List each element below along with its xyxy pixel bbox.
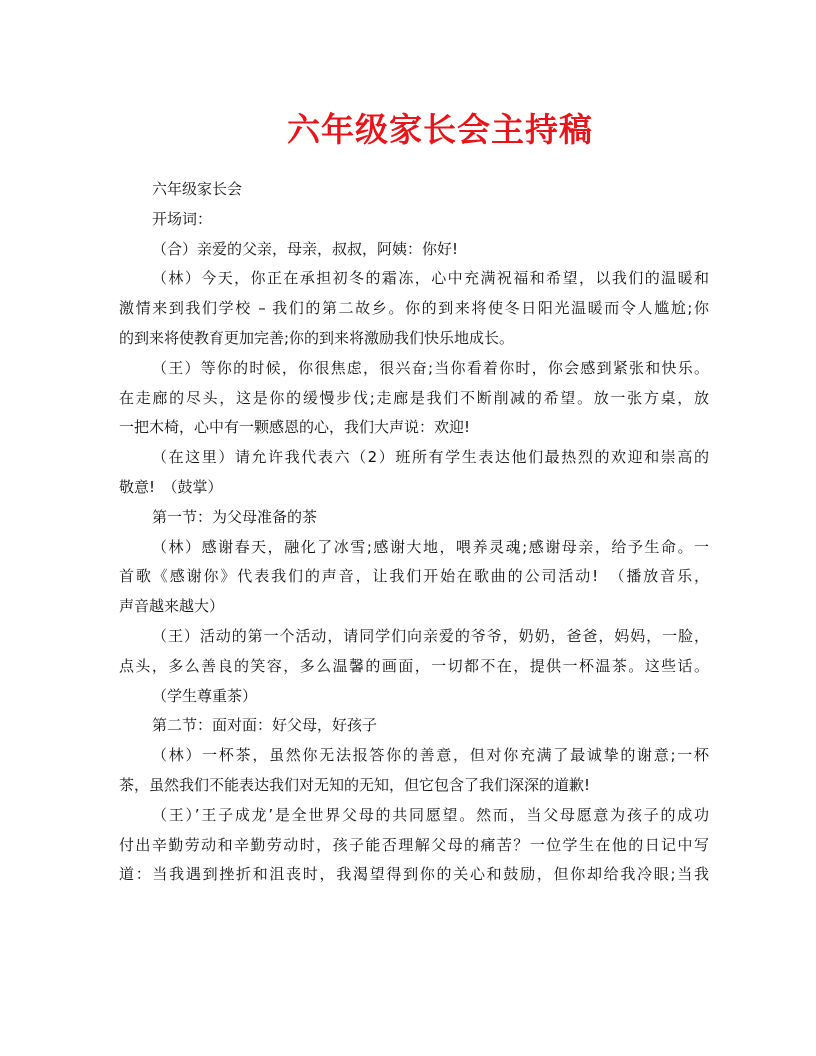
text-line: （在这里）请允许我代表六（2）班所有学生表达他们最热烈的欢迎和崇高的 [152, 448, 709, 467]
text-line-opening-label: 开场词： [152, 209, 213, 228]
text-line: 付出辛勤劳动和辛勤劳动时，孩子能否理解父母的痛苦？一位学生在他的日记中写 [119, 835, 709, 854]
text-line: 首歌《感谢你》代表我们的声音，让我们开始在歌曲的公司活动! （播放音乐， [119, 567, 709, 586]
document-title: 六年级家长会主持稿 [287, 110, 593, 149]
text-line: 声音越来越大） [119, 597, 225, 616]
text-line: 道：当我遇到挫折和沮丧时，我渴望得到你的关心和鼓励，但你却给我冷眼;当我 [119, 865, 709, 884]
text-line: 点头，多么善良的笑容，多么温馨的画面，一切都不在，提供一杯温茶。这些话。 [119, 656, 709, 675]
section-heading-2: 第二节：面对面：好父母，好孩子 [152, 716, 378, 735]
document-body [119, 175, 709, 890]
text-line: 激情来到我们学校 – 我们的第二故乡。你的到来将使冬日阳光温暖而令人尴尬;你 [119, 299, 709, 318]
section-heading-1: 第一节：为父母准备的茶 [152, 507, 318, 526]
text-line: （林）感谢春天，融化了冰雪;感谢大地，喂养灵魂;感谢母亲，给予生命。一 [152, 537, 709, 556]
text-line-section-label: 六年级家长会 [152, 180, 243, 198]
text-line: （王）等你的时候，你很焦虑，很兴奋;当你看着你时，你会感到紧张和快乐。 [152, 358, 709, 377]
text-line: （王）’王子成龙’是全世界父母的共同愿望。然而，当父母愿意为孩子的成功 [152, 805, 709, 824]
text-line: （王）活动的第一个活动，请同学们向亲爱的爷爷，奶奶，爸爸，妈妈，一脸， [152, 626, 709, 645]
text-line: （学生尊重茶） [152, 686, 258, 705]
text-line: 敬意! （鼓掌） [119, 477, 223, 496]
text-line: 在走廊的尽头，这是你的缓慢步伐;走廊是我们不断削减的希望。放一张方桌，放 [119, 388, 709, 407]
text-line: 茶，虽然我们不能表达我们对无知的无知，但它包含了我们深深的道歉! [119, 775, 591, 794]
text-line: （林）一杯茶，虽然你无法报答你的善意，但对你充满了最诚挚的谢意;一杯 [152, 746, 709, 765]
text-line: 一把木椅，心中有一颗感恩的心，我们大声说：欢迎! [119, 418, 471, 437]
text-line: （林）今天，你正在承担初冬的霜冻，心中充满祝福和希望，以我们的温暖和 [152, 269, 709, 288]
text-line: （合）亲爱的父亲，母亲，叔叔，阿姨：你好! [152, 239, 459, 258]
text-line: 的到来将使教育更加完善;你的到来将激励我们快乐地成长。 [119, 328, 515, 347]
